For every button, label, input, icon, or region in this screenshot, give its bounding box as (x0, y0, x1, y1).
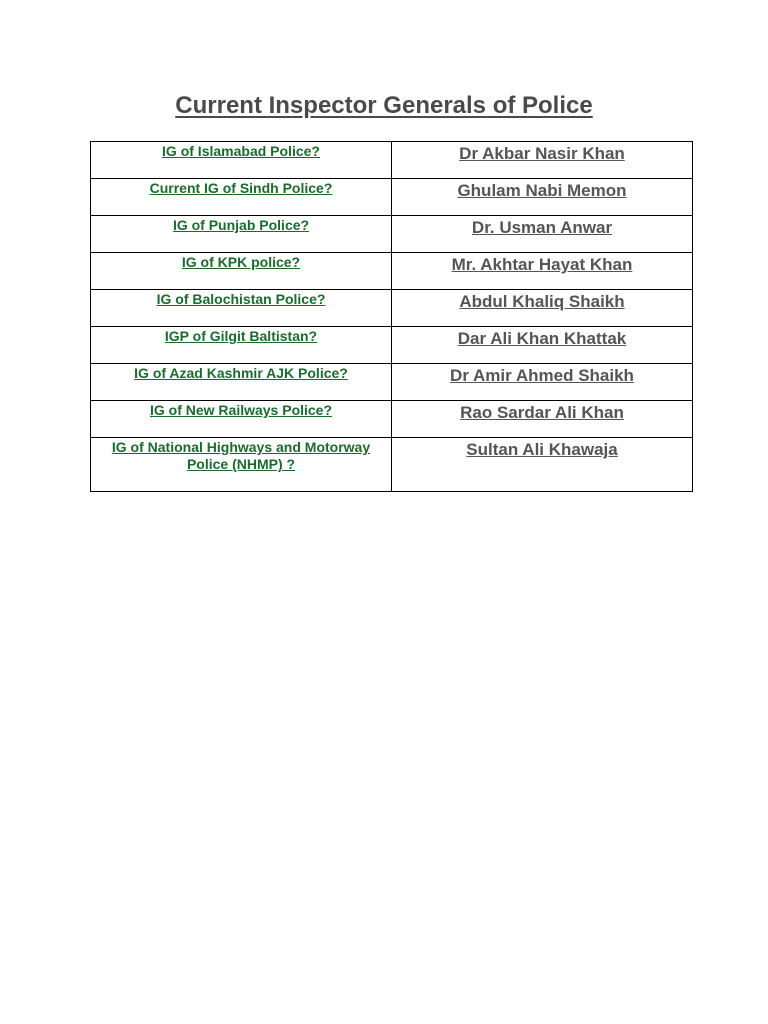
answer-text: Dr. Usman Anwar (471, 218, 613, 237)
ig-table (90, 141, 693, 492)
table-row (91, 142, 693, 179)
table-row (91, 216, 693, 253)
answer-cell (392, 179, 693, 216)
table-row (91, 179, 693, 216)
answer-cell (392, 364, 693, 401)
answer-text: Dr Akbar Nasir Khan (459, 144, 625, 163)
page-title: Current Inspector Generals of Police (175, 92, 593, 119)
table-row (91, 364, 693, 401)
answer-cell (392, 290, 693, 327)
table-row (91, 438, 693, 492)
answer-text: Ghulam Nabi Memon (457, 181, 627, 200)
answer-text: Dar Ali Khan Khattak (457, 329, 627, 348)
question-text: IG of Azad Kashmir AJK Police? (134, 365, 348, 381)
answer-cell (392, 438, 693, 492)
question-cell (91, 327, 392, 364)
answer-text: Dr Amir Ahmed Shaikh (450, 366, 634, 385)
answer-text: Rao Sardar Ali Khan (460, 403, 624, 422)
question-cell (91, 216, 392, 253)
question-cell (91, 142, 392, 179)
answer-text: Abdul Khaliq Shaikh (459, 292, 625, 311)
question-cell (91, 290, 392, 327)
question-text: IG of Punjab Police? (172, 217, 310, 233)
table-row (91, 253, 693, 290)
question-text: Current IG of Sindh Police? (149, 180, 333, 196)
answer-cell (392, 142, 693, 179)
answer-cell (392, 216, 693, 253)
answer-cell (392, 253, 693, 290)
answer-text: Mr. Akhtar Hayat Khan (451, 255, 633, 274)
question-text: IG of New Railways Police? (149, 402, 333, 418)
question-text: IG of Balochistan Police? (156, 291, 326, 307)
question-text: IG of Islamabad Police? (162, 143, 320, 159)
answer-text: Sultan Ali Khawaja (466, 440, 618, 459)
question-cell (91, 364, 392, 401)
question-text: IG of KPK police? (181, 254, 301, 270)
question-cell (91, 179, 392, 216)
question-cell (91, 401, 392, 438)
question-cell (91, 438, 392, 492)
question-text: IG of National Highways and Motorway Police (NHMP) ? (111, 439, 371, 472)
answer-cell (392, 327, 693, 364)
question-text: IGP of Gilgit Baltistan? (164, 328, 318, 344)
answer-cell (392, 401, 693, 438)
question-cell (91, 253, 392, 290)
table-row (91, 290, 693, 327)
table-row (91, 401, 693, 438)
table-row (91, 327, 693, 364)
